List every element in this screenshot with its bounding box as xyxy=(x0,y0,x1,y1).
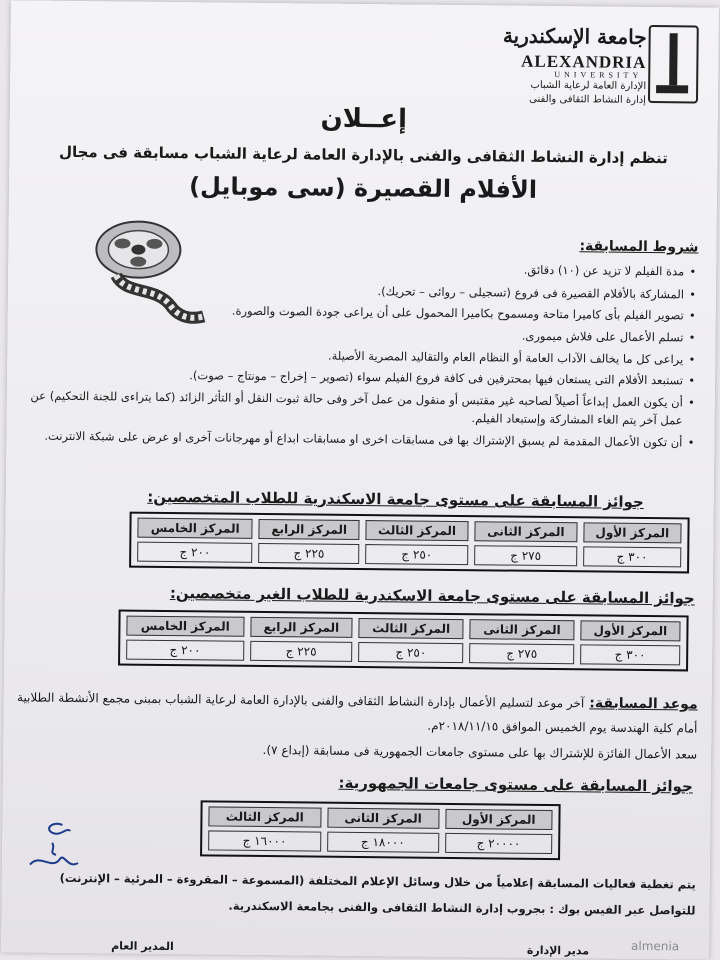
table-cell: ١٨٠٠٠ ج xyxy=(327,832,439,853)
competition-field: الأفلام القصيرة (سى موبايل) xyxy=(188,172,538,204)
table-header-cell: المركز الأول xyxy=(580,620,680,641)
table-header-cell: المركز الرابع xyxy=(250,617,353,638)
table-cell: ٢٧٥ ج xyxy=(469,643,574,664)
facebook-contact-text: للتواصل عبر الفيس بوك : بجروب إدارة النشاط الثقافى والفنى بجامعة الاسكندرية. xyxy=(228,898,696,918)
condition-item: • تستبعد الأفلام التى يستعان فيها بمحترفين فى كافة فروع الفيلم سواء (تصوير – إخراج – مونتاج – صوت). xyxy=(23,366,683,391)
table-cell: ٢٢٥ ج xyxy=(250,641,353,662)
condition-item: • أن يكون العمل إبداعاً أصيلاً لصاحبه غير مقتبس أو منقول من عمل آخر وفى حالة ثبوت النقل أو التأثر الزائد (كما يتراءى للجنة التحكيم) عن عمل آخر يتم الغاء المشاركة وإستبعاد الفيلم. xyxy=(23,388,683,431)
condition-item: • تسلم الأعمال على فلاش ميمورى. xyxy=(23,322,683,347)
condition-item: • المشاركة بالأفلام القصيرة فى فروع (تسجيلى – روائى – تحريك). xyxy=(214,281,684,303)
table-cell: ٢٥٠ ج xyxy=(358,642,463,663)
prizes-specialized-title: جوائز المسابقة على مستوى جامعة الاسكندرية للطلاب المتخصصين: xyxy=(147,487,644,511)
condition-item: • أن تكون الأعمال المقدمة لم يسبق الإشتراك بها فى مسابقات اخرى او مسابقات ابداع أو مهرجانات آخرى او عرض على شبكة الانترنت. xyxy=(22,427,682,452)
media-coverage-text: يتم تغطية فعاليات المسابقة إعلامياً من خلال وسائل الإعلام المختلفة (المسموعة – المقروءة – المرئية – الإنترنت) xyxy=(59,870,696,892)
table-cell: ٢٥٠ ج xyxy=(365,544,468,565)
condition-item: • مدة الفيلم لا تزيد عن (١٠) دقائق. xyxy=(214,258,684,280)
signature-general-manager: المدير العام xyxy=(111,939,174,954)
announcement-intro: تنظم إدارة النشاط الثقافى والفنى بالإدارة العامة لرعاية الشباب مسابقة فى مجال xyxy=(58,142,668,168)
table-header-cell: المركز الثالث xyxy=(208,806,321,827)
table-header-cell: المركز الخامس xyxy=(126,616,244,637)
prizes-nonspecialized-title: جوائز المسابقة على مستوى جامعة الاسكندرية للطلاب الغير متخصصين: xyxy=(169,584,695,608)
university-subtitle-en: UNIVERSITY xyxy=(554,70,643,80)
table-header-cell: المركز الثالث xyxy=(365,520,468,541)
prizes-specialized-table xyxy=(129,512,690,574)
table-cell: ٢٧٥ ج xyxy=(474,545,577,566)
document-page xyxy=(1,0,719,959)
university-logo xyxy=(498,21,699,113)
conditions-list-short xyxy=(214,258,698,308)
department-line-2: إدارة النشاط الثقافى والفنى xyxy=(529,93,647,106)
conditions-title: شروط المسابقة: xyxy=(579,238,699,256)
table-header-cell: المركز الثانى xyxy=(475,521,578,542)
announcement-title: إعــلان xyxy=(320,103,408,135)
table-cell: ٣٠٠ ج xyxy=(580,644,680,665)
table-cell: ٢٠٠ ج xyxy=(126,640,244,661)
table-cell: ٣٠٠ ج xyxy=(583,546,682,567)
deadline-label: موعد المسابقة: xyxy=(589,695,698,713)
university-name-en: ALEXANDRIA xyxy=(521,51,647,72)
table-cell: ١٦٠٠٠ ج xyxy=(208,830,321,851)
table-header-cell: المركز الثالث xyxy=(359,618,464,639)
condition-item: • يراعى كل ما يخالف الآداب العامة أو النظام العام والتقاليد المصرية الأصيلة. xyxy=(23,344,683,369)
deadline-text-3: سعد الأعمال الفائزة للإشتراك بها على مستوى جامعات الجمهورية فى مسابقة (إبداع ٧). xyxy=(262,742,698,762)
table-header-cell: المركز الأول xyxy=(445,809,553,830)
watermark-text: almenia xyxy=(631,938,680,954)
table-header-cell: المركز الأول xyxy=(583,522,682,543)
condition-item: • تصوير الفيلم بأى كاميرا متاحة ومسموح بكاميرا المحمول على أن يراعى جودة الصوت والصورة. xyxy=(24,300,684,325)
table-header-cell: المركز الرابع xyxy=(259,519,360,540)
university-name-ar: جامعة الإسكندرية xyxy=(502,23,647,49)
signature-department-manager: مدير الإدارة xyxy=(526,943,590,958)
table-header-cell: المركز الثانى xyxy=(327,808,439,829)
table-header-cell: المركز الخامس xyxy=(137,518,253,539)
prizes-republic-title: جوائز المسابقة على مستوى جامعات الجمهورية: xyxy=(338,773,693,796)
conditions-list-wide xyxy=(22,300,698,456)
prizes-nonspecialized-table xyxy=(118,609,689,671)
table-cell: ٢٠٠٠٠ ج xyxy=(445,833,553,854)
lighthouse-emblem-icon xyxy=(648,25,699,104)
deadline-section xyxy=(8,684,698,715)
table-cell: ٢٠٠ ج xyxy=(137,542,253,563)
table-cell: ٢٢٥ ج xyxy=(259,543,360,564)
deadline-text-1: آخر موعد لتسليم الأعمال بإدارة النشاط الثقافى والفنى بالإدارة العامة لرعاية الشباب بمبنى مجمع الأنشطة الطلابية xyxy=(16,690,585,711)
table-header-cell: المركز الثانى xyxy=(470,619,575,640)
prizes-republic-table xyxy=(200,800,561,860)
department-line-1: الإدارة العامة لرعاية الشباب xyxy=(530,79,647,92)
deadline-text-2: أمام كلية الهندسة يوم الخميس الموافق ٢٠١٨/١١/١٥م. xyxy=(427,718,698,736)
